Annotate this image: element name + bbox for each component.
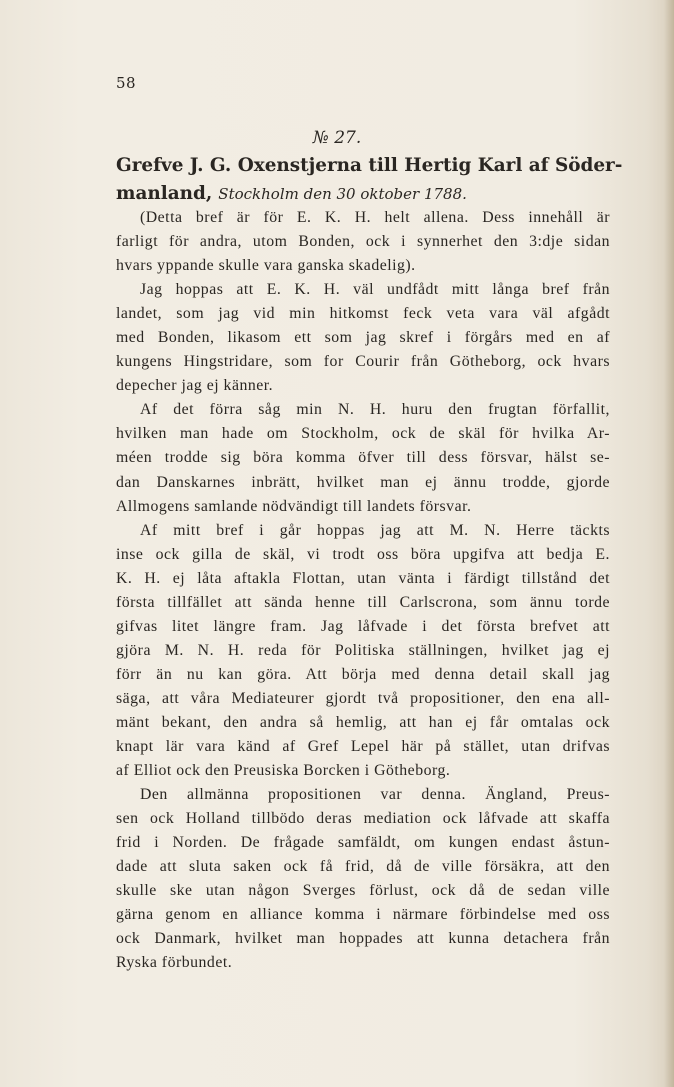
heading-place-date: Stockholm den 30 oktober 1788.: [218, 185, 467, 203]
text-line: gifvas litet längre fram. Jag låfvade i det första brefvet att: [116, 617, 610, 635]
heading-recipient-region: manland,: [116, 183, 213, 204]
page-edge-shadow: [664, 0, 674, 1087]
text-line: sen ock Holland tillbödo deras mediation ock låfvade att skaffa: [116, 810, 610, 828]
text-line: knapt lär vara känd af Gref Lepel här på stället, utan drifvas: [116, 738, 610, 756]
text-line: Allmogens samlande nödvändigt till landets försvar.: [116, 497, 472, 515]
text-line: frid i Norden. De frågade samfäldt, om kungen endast åstun-: [116, 834, 610, 852]
text-line: Af mitt bref i går hoppas jag att M. N. Herre täckts: [140, 521, 610, 539]
text-line: säga, att våra Mediateurer gjordt två propositioner, den ena all-: [116, 689, 610, 707]
text-line: Jag hoppas att E. K. H. väl undfådt mitt långa bref från: [140, 281, 610, 299]
text-line: Af det förra såg min N. H. huru den frugtan förfallit,: [140, 401, 610, 419]
text-line: af Elliot ock den Preusiska Borcken i Götheborg.: [116, 762, 451, 780]
text-line: gjöra M. N. H. reda för Politiska ställningen, hvilket jag ej: [116, 641, 610, 659]
text-line: méen trodde sig böra komma öfver till dess försvar, hälst se-: [116, 449, 610, 467]
text-line: Ryska förbundet.: [116, 954, 233, 972]
paragraph: [116, 519, 610, 784]
text-line: första tillfället att sända henne till Carlscrona, som ännu torde: [116, 593, 610, 611]
text-line: mänt bekant, den andra så hemlig, att han ej får omtalas ock: [116, 713, 610, 731]
text-line: inse ock gilla de skäl, vi trodt oss böra upgifva att bedja E.: [116, 545, 610, 563]
paragraph: [116, 398, 610, 518]
text-line: gärna genom en alliance komma i närmare förbindelse med oss: [116, 906, 610, 924]
text-line: (Detta bref är för E. K. H. helt allena. Dess innehåll är: [140, 209, 610, 226]
text-line: dade att sluta saken ock få frid, då de ville försäkra, att den: [116, 858, 610, 876]
document-number: № 27.: [312, 128, 362, 148]
paragraph: [116, 206, 610, 278]
text-line: hvars yppande skulle vara ganska skadelig).: [116, 257, 416, 275]
paragraph: [116, 783, 610, 975]
text-line: ock Danmark, hvilket man hoppades att kunna detachera från: [116, 930, 610, 948]
letter-heading-line-1: Grefve J. G. Oxenstjerna till Hertig Karl af Söder-: [116, 155, 623, 176]
letter-body: [116, 206, 610, 976]
text-line: dan Danskarnes inbrätt, hvilket man ej ännu trodde, gjorde: [116, 473, 610, 491]
text-line: skulle ske utan någon Sverges förlust, ock då de sedan ville: [116, 882, 610, 900]
page-number: 58: [116, 74, 137, 92]
text-line: hvilken man hade om Stockholm, ock de skäl för hvilka Ar-: [116, 425, 610, 443]
text-line: K. H. ej låta aftakla Flottan, utan vänta i färdigt tillstånd det: [116, 569, 610, 587]
text-line: förr än nu kan göra. Att börja med denna detail skall jag: [116, 665, 610, 683]
letter-heading-line-2: [116, 180, 467, 208]
text-line: med Bonden, likasom ett som jag skref i förgårs med en af: [116, 329, 610, 347]
text-line: landet, som jag vid min hitkomst feck veta vara väl afgådt: [116, 305, 610, 323]
text-line: farligt för andra, utom Bonden, ock i synnerhet den 3:dje sidan: [116, 233, 610, 251]
text-line: Den allmänna propositionen var denna. Ängland, Preus-: [140, 786, 610, 804]
paragraph: [116, 278, 610, 398]
text-line: depecher jag ej känner.: [116, 377, 274, 395]
text-line: kungens Hingstridare, som for Courir från Götheborg, ock hvars: [116, 353, 610, 371]
